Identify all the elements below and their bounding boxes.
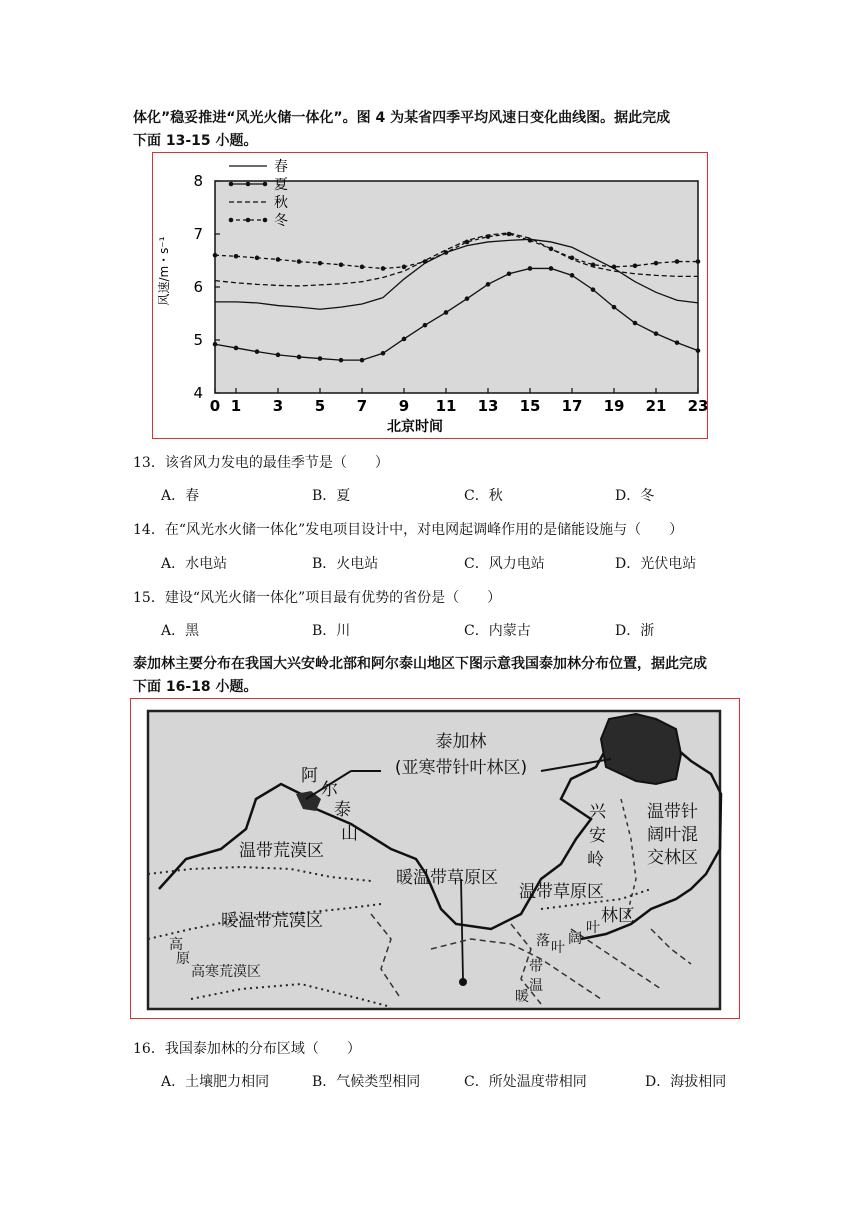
series-point-1 [507, 271, 512, 276]
y-tick-label: 6 [193, 278, 203, 296]
mixed-forest-label-1: 温带针 [647, 802, 698, 822]
q14-option-d[interactable]: D．光伏电站 [615, 556, 697, 572]
x-tick-label: 9 [398, 397, 410, 415]
series-point-1 [255, 349, 260, 354]
x-tick-label: 0 [209, 397, 221, 415]
series-point-3 [444, 250, 449, 255]
series-point-1 [423, 323, 428, 328]
series-point-1 [276, 353, 281, 358]
q13-option-c[interactable]: C．秋 [464, 488, 503, 504]
q14-option-a[interactable]: A．水电站 [161, 556, 228, 572]
xing-label: 兴 [589, 802, 606, 822]
x-tick-label: 7 [356, 397, 368, 415]
series-point-3 [591, 262, 596, 267]
series-point-3 [423, 259, 428, 264]
x-tick-label: 11 [435, 397, 457, 415]
series-point-1 [297, 355, 302, 360]
wen-label: 温 [529, 978, 543, 994]
series-point-1 [675, 340, 680, 345]
q14-option-c[interactable]: C．风力电站 [464, 556, 545, 572]
warm-temperate-grassland-label: 暖温带草原区 [396, 868, 498, 888]
q13-option-b[interactable]: B．夏 [312, 488, 351, 504]
chart-xlabel: 北京时间 [387, 419, 443, 435]
temperate-desert-label: 温带荒漠区 [239, 841, 324, 861]
y-tick-label: 5 [193, 331, 203, 349]
ye-label: 叶 [551, 940, 565, 956]
taiga-sub-label: (亚寒带针叶林区) [394, 758, 528, 778]
plateau-label-yuan: 原 [176, 951, 190, 967]
series-point-1 [360, 358, 365, 363]
series-point-3 [654, 261, 659, 266]
series-point-1 [633, 321, 638, 326]
chart-ylabel: 风速/m・s⁻¹ [157, 236, 171, 306]
x-tick-label: 17 [561, 397, 583, 415]
series-point-3 [276, 257, 281, 262]
x-tick-label: 5 [314, 397, 326, 415]
legend-label: 春 [274, 159, 288, 175]
series-point-1 [486, 282, 491, 287]
series-point-3 [696, 259, 701, 264]
series-point-1 [465, 296, 470, 301]
series-point-3 [381, 266, 386, 271]
question-15-stem: 15．建设“风光火储一体化”项目最有优势的省份是（ ） [133, 590, 502, 606]
altai-label-1: 阿 [301, 766, 318, 786]
series-point-1 [234, 346, 239, 351]
q15-option-b[interactable]: B．川 [312, 623, 351, 639]
an-label: 安 [589, 826, 606, 846]
x-tick-label: 19 [603, 397, 625, 415]
series-point-1 [528, 266, 533, 271]
series-point-1 [654, 331, 659, 336]
q16-option-a[interactable]: A．土壤肥力相同 [161, 1074, 270, 1090]
series-point-3 [297, 259, 302, 264]
series-point-3 [528, 238, 533, 243]
series-point-3 [360, 265, 365, 270]
q15-option-a[interactable]: A．黑 [161, 623, 200, 639]
series-point-1 [444, 310, 449, 315]
x-tick-label: 3 [272, 397, 284, 415]
taiga-label: 泰加林 [435, 732, 487, 752]
series-point-3 [612, 265, 617, 270]
ye2-label: 叶 [586, 920, 600, 936]
q15-option-c[interactable]: C．内蒙古 [464, 623, 531, 639]
x-tick-label: 23 [687, 397, 709, 415]
ling-label: 岭 [587, 850, 604, 870]
series-point-1 [591, 287, 596, 292]
mixed-forest-label-3: 交林区 [647, 848, 698, 868]
series-point-3 [633, 264, 638, 269]
warm-temperate-desert-label: 暖温带荒漠区 [221, 911, 323, 931]
mixed-forest-label-2: 阔叶混 [647, 825, 698, 845]
y-tick-label: 8 [193, 172, 203, 190]
series-point-3 [255, 256, 260, 261]
q14-option-b[interactable]: B．火电站 [312, 556, 379, 572]
series-point-1 [549, 266, 554, 271]
x-tick-label: 15 [519, 397, 541, 415]
altai-label-4: 山 [341, 824, 358, 844]
series-point-3 [234, 254, 239, 259]
x-tick-label: 1 [230, 397, 242, 415]
y-tick-label: 4 [193, 384, 203, 402]
q13-option-a[interactable]: A．春 [161, 488, 200, 504]
q16-option-b[interactable]: B．气候类型相同 [312, 1074, 421, 1090]
series-point-1 [213, 342, 218, 347]
question-13-stem: 13．该省风力发电的最佳季节是（ ） [133, 455, 389, 471]
taiga-map-frame [130, 698, 740, 1019]
wind-speed-chart [153, 153, 709, 437]
series-point-3 [549, 247, 554, 252]
dai-label: 带 [529, 959, 543, 975]
y-tick-label: 7 [193, 225, 203, 243]
intro-text-line1: 体化”稳妥推进“风光火储一体化”。图 4 为某省四季平均风速日变化曲线图。据此完成 [133, 110, 671, 126]
legend-label: 夏 [274, 177, 288, 193]
q15-option-d[interactable]: D．浙 [615, 623, 655, 639]
series-point-3 [318, 261, 323, 266]
altai-label-2: 尔 [321, 780, 338, 800]
question-16-stem: 16．我国泰加林的分布区域（ ） [133, 1041, 361, 1057]
series-point-1 [339, 358, 344, 363]
series-point-1 [570, 273, 575, 278]
kuo-label: 阔 [568, 931, 582, 947]
legend-label: 秋 [274, 195, 288, 211]
q16-option-c[interactable]: C．所处温度带相同 [464, 1074, 587, 1090]
series-point-3 [507, 232, 512, 237]
lin-qu-label: 林区 [601, 906, 635, 926]
series-point-3 [675, 259, 680, 264]
series-point-1 [612, 305, 617, 310]
series-point-1 [381, 351, 386, 356]
intro2-text-line2: 下面 16-18 小题。 [133, 679, 258, 695]
series-point-3 [570, 256, 575, 261]
series-point-3 [213, 253, 218, 258]
altai-label-3: 泰 [334, 800, 351, 820]
temperate-grassland-label: 温带草原区 [519, 882, 604, 902]
wind-chart-frame [152, 152, 708, 439]
q16-option-d[interactable]: D．海拔相同 [645, 1074, 727, 1090]
q13-option-d[interactable]: D．冬 [615, 488, 655, 504]
series-point-3 [486, 234, 491, 239]
legend-label: 冬 [274, 213, 288, 229]
series-point-1 [696, 348, 701, 353]
series-point-3 [339, 262, 344, 267]
series-point-1 [318, 356, 323, 361]
series-point-3 [402, 265, 407, 270]
nuan-label: 暖 [515, 989, 529, 1005]
x-tick-label: 21 [645, 397, 667, 415]
plateau-label-gao: 高 [169, 937, 183, 953]
intro-text-line2: 下面 13-15 小题。 [133, 133, 258, 149]
series-point-3 [465, 240, 470, 245]
taiga-distribution-map [131, 699, 738, 1017]
x-tick-label: 13 [477, 397, 499, 415]
luo-label: 落 [536, 933, 550, 949]
alpine-desert-label: 高寒荒漠区 [191, 964, 261, 980]
intro2-text-line1: 泰加林主要分布在我国大兴安岭北部和阿尔泰山地区下图示意我国泰加林分布位置，据此完成 [133, 656, 707, 672]
question-14-stem: 14．在“风光水火储一体化”发电项目设计中，对电网起调峰作用的是储能设施与（ ） [133, 522, 684, 538]
series-point-1 [402, 337, 407, 342]
